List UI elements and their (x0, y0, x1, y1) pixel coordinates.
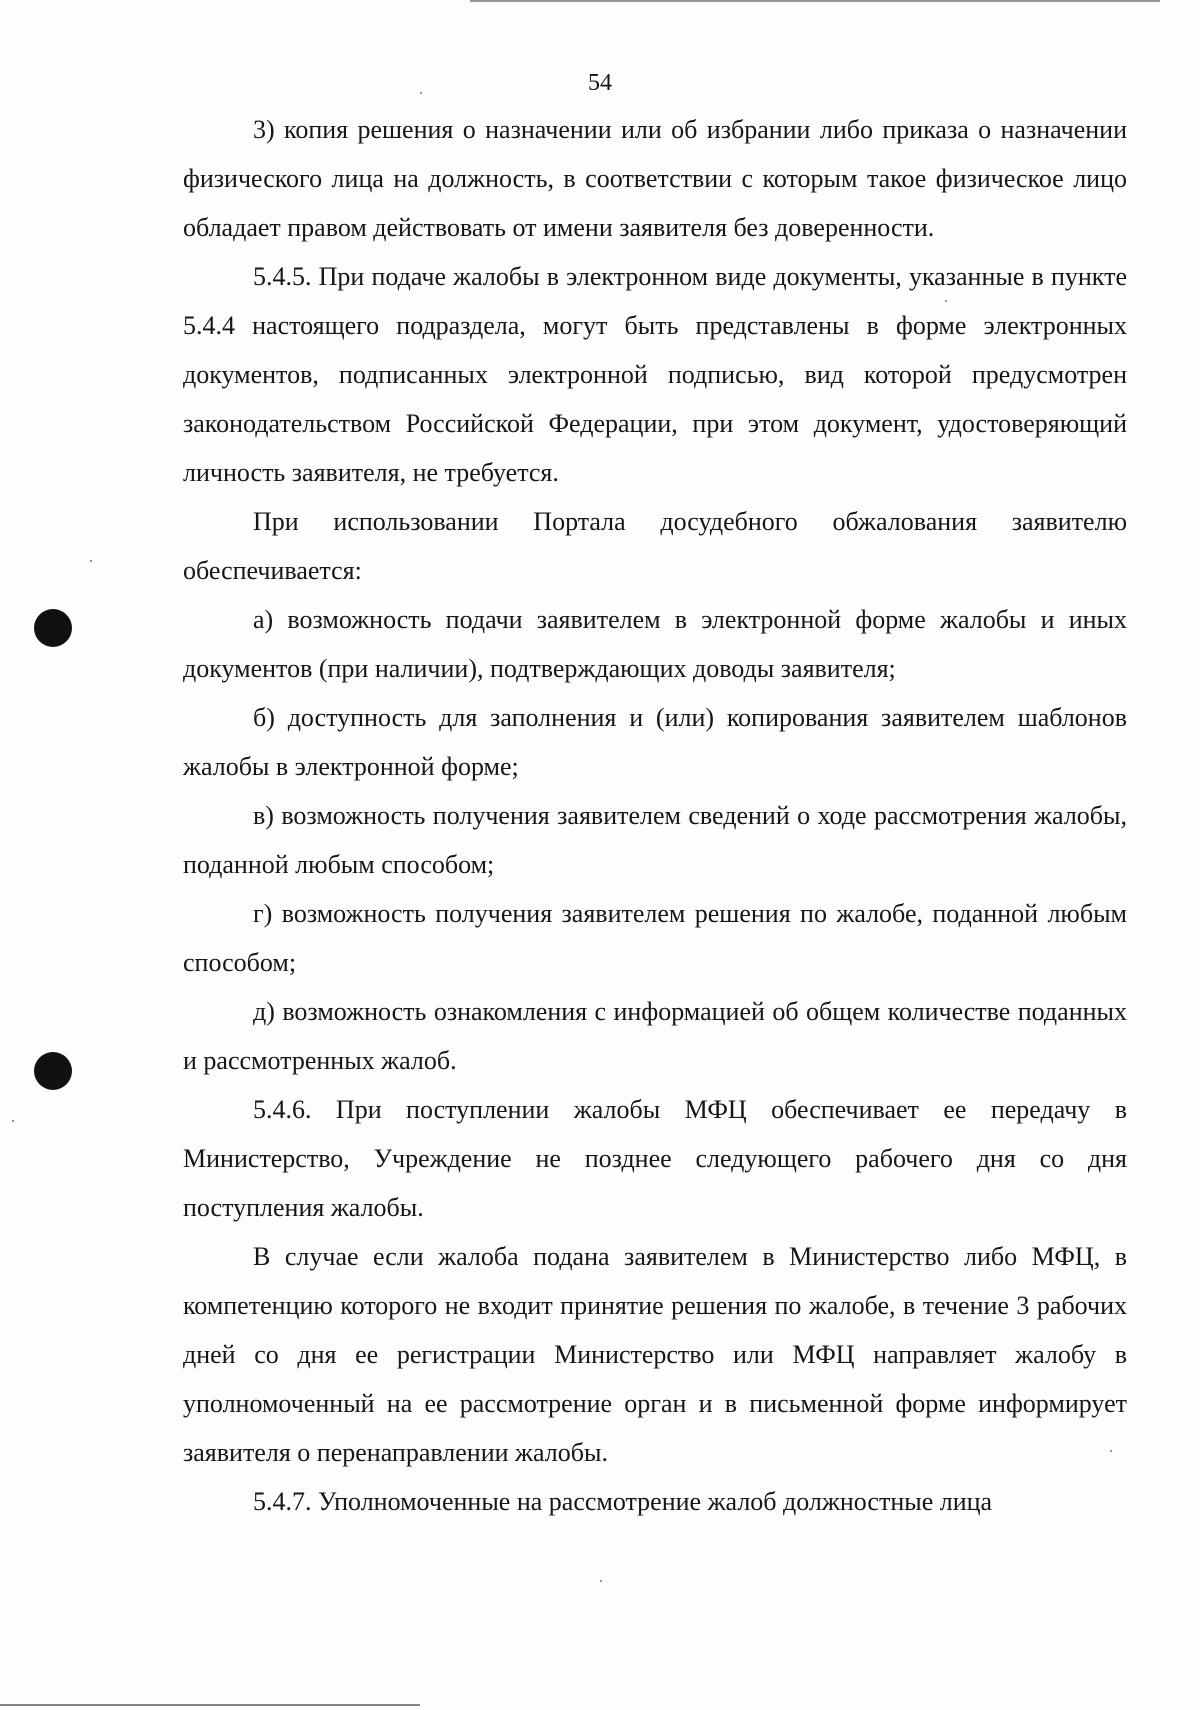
list-item-v: в) возможность получения заявителем сведений о ходе рассмотрения жалобы, поданной любым способом; (183, 801, 1127, 879)
scan-speck (90, 560, 92, 562)
scan-speck (420, 92, 422, 94)
bottom-edge-line (0, 1704, 420, 1706)
list-item-g: г) возможность получения заявителем решения по жалобе, поданной любым способом; (183, 899, 1127, 977)
list-item-b: б) доступность для заполнения и (или) копирования заявителем шаблонов жалобы в электронной форме; (183, 703, 1127, 781)
scan-speck (1110, 1450, 1112, 1452)
scan-speck (945, 300, 947, 302)
punch-hole-mark (34, 609, 72, 647)
paragraph-copy-of-decision: 3) копия решения о назначении или об избрании либо приказа о назначении физического лица на должность, в соответствии с которым такое физическое лицо обладает правом действовать от имени заявителя без доверенности. (183, 115, 1127, 242)
paragraph-5-4-5: 5.4.5. При подаче жалобы в электронном виде документы, указанные в пункте 5.4.4 настоящего подраздела, могут быть представлены в форме электронных документов, подписанных электронной подписью, вид которой предусмотрен законодательством Российской Федерации, при этом документ, удостоверяющий личность заявителя, не требуется. (183, 262, 1127, 487)
punch-hole-mark (34, 1052, 72, 1090)
paragraph-5-4-7: 5.4.7. Уполномоченные на рассмотрение жалоб должностные лица (253, 1487, 993, 1516)
list-item-a: а) возможность подачи заявителем в электронной форме жалобы и иных документов (при наличии), подтверждающих доводы заявителя; (183, 605, 1127, 683)
paragraph-5-4-6: 5.4.6. При поступлении жалобы МФЦ обеспечивает ее передачу в Министерство, Учреждение не позднее следующего рабочего дня со дня поступления жалобы. (183, 1095, 1127, 1222)
page-number: 54 (588, 70, 612, 96)
paragraph-redirect-complaint: В случае если жалоба подана заявителем в Министерство либо МФЦ, в компетенцию которого не входит принятие решения по жалобе, в течение 3 рабочих дней со дня ее регистрации Министерство или МФЦ направляет жалобу в уполномоченный на ее рассмотрение орган и в письменной форме информирует заявителя о перенаправлении жалобы. (183, 1242, 1127, 1467)
scan-speck (600, 1580, 602, 1582)
paragraph-portal-intro: При использовании Портала досудебного обжалования заявителю обеспечивается: (183, 507, 1127, 585)
scan-speck (12, 1120, 14, 1122)
top-edge-line (470, 0, 1160, 2)
list-item-d: д) возможность ознакомления с информацией об общем количестве поданных и рассмотренных жалоб. (183, 997, 1127, 1075)
document-body (183, 105, 1127, 1526)
